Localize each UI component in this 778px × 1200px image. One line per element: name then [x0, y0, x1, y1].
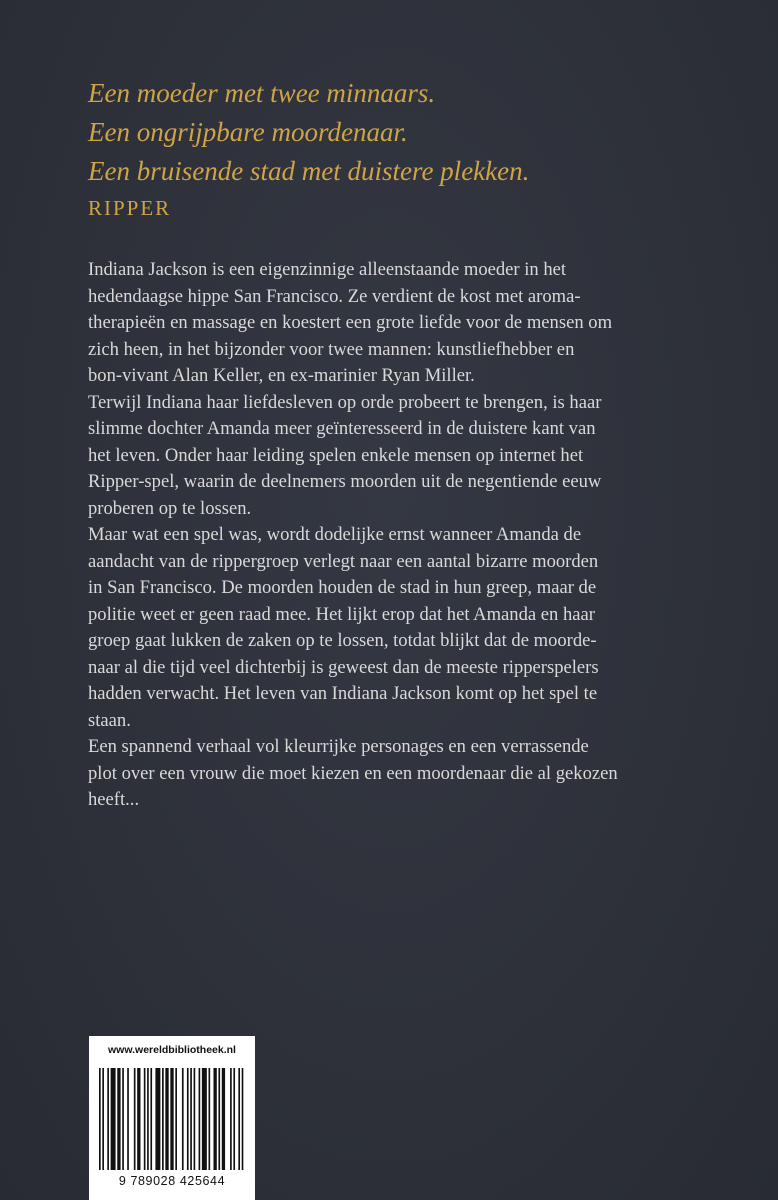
blurb-paragraph-1: Indiana Jackson is een eigenzinnige alleenstaande moeder in het hedendaagse hippe San Francisco. Ze verdient de kost met aroma- therapieën en massage en koestert een grote liefde voor de mensen om zich heen, in het bijzonder voor twee mannen: kunstliefhebber en bon-vivant Alan Keller, en ex-marinier Ryan Miller.: [88, 259, 613, 386]
book-title: RIPPER: [88, 196, 172, 220]
tagline-2: Een ongrijpbare moordenaar.: [88, 117, 408, 147]
blurb-paragraph-2: Terwijl Indiana haar liefdesleven op orde probeert te brengen, is haar slimme dochter Amanda meer geïnteresseerd in de duistere kant van het leven. Onder haar leiding spelen enkele mensen op internet het Ripper-spel, waarin de deelnemers moorden uit de negentiende eeuw proberen op te lossen.: [88, 391, 602, 519]
tagline-block: [88, 74, 708, 223]
publisher-url: www.wereldbibliotheek.nl: [108, 1044, 236, 1056]
blurb-paragraph-3: Maar wat een spel was, wordt dodelijke ernst wanneer Amanda de aandacht van de rippergroep verlegt naar een aantal bizarre moorden in San Francisco. De moorden houden de stad in hun greep, maar de politie weet er geen raad mee. Het lijkt erop dat het Amanda en haar groep gaat lukken de zaken op te lossen, totdat blijkt dat de moorde- naar al die tijd veel dichterbij is geweest dan de meeste ripperspelers hadden verwacht. Het leven van Indiana Jackson komt op het spel te staan.: [88, 524, 599, 731]
isbn-digits: 9 789028 425644: [118, 1174, 226, 1188]
barcode-label: [89, 1036, 255, 1200]
barcode-icon: [99, 1068, 245, 1170]
tagline-1: Een moeder met twee minnaars.: [88, 78, 436, 108]
tagline-3: Een bruisende stad met duistere plekken.: [88, 156, 530, 186]
blurb-text: [88, 257, 718, 814]
blurb-paragraph-4: Een spannend verhaal vol kleurrijke personages en een verrassende plot over een vrouw die moet kiezen en een moordenaar die al gekozen heeft...: [88, 736, 618, 810]
